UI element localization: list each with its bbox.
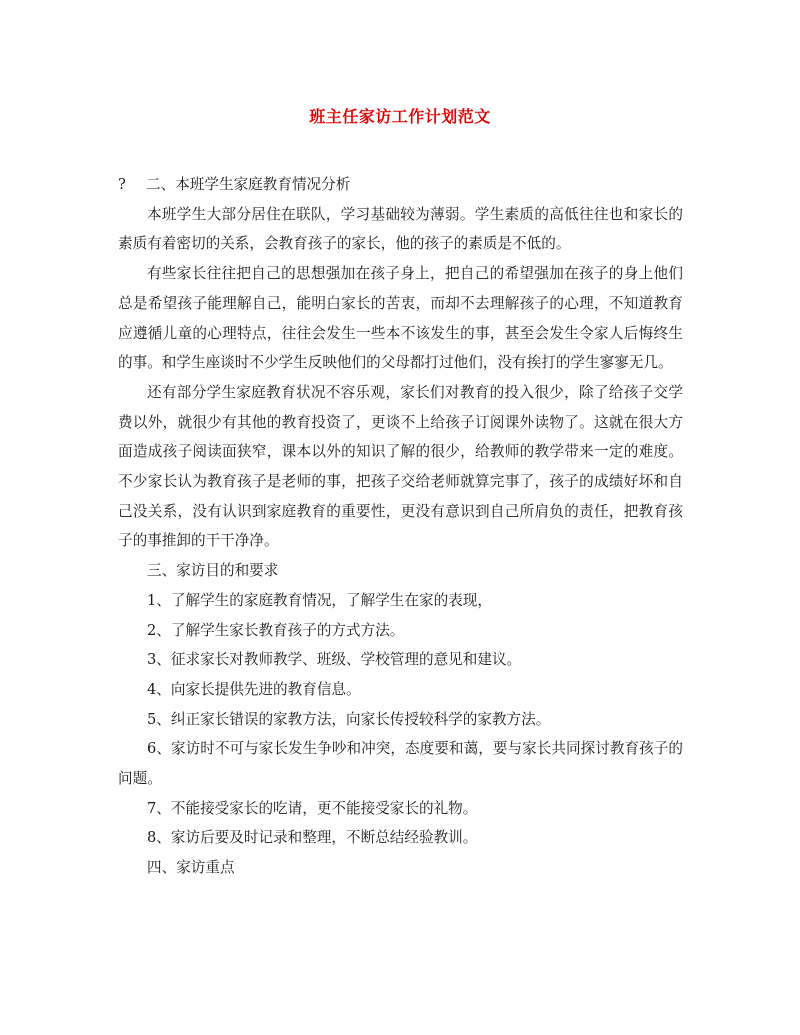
paragraph-2: 有些家长往往把自己的思想强加在孩子身上，把自己的希望强加在孩子的身上他们总是希望孩子能理解自己，能明白家长的苦衷，而却不去理解孩子的心理，不知道教育应遵循儿童的心理特点，往往会发生一些本不该发生的事，甚至会发生令家人后悔终生的事。和学生座谈时不少学生反映他们的父母都打过他们，没有挨打的学生寥寥无几。 xyxy=(118,265,683,372)
unknown-glyph-marker: ? xyxy=(118,176,126,193)
list-item-6: 6、家访时不可与家长发生争吵和冲突，态度要和蔼，要与家长共同探讨教育孩子的问题。 xyxy=(118,740,683,788)
document-title: 班主任家访工作计划范文 xyxy=(309,107,491,126)
document-body xyxy=(118,170,683,883)
paragraph-3: 还有部分学生家庭教育状况不容乐观，家长们对教育的投入很少，除了给孩子交学费以外，就很少有其他的教育投资了，更谈不上给孩子订阅课外读物了。这就在很大方面造成孩子阅读面狭窄，课本以外的知识了解的很少，给教师的教学带来一定的难度。不少家长认为教育孩子是老师的事，把孩子交给老师就算完事了，孩子的成绩好坏和自己没关系，没有认识到家庭教育的重要性，更没有意识到自己所肩负的责任，把教育孩子的事推卸的干干净净。 xyxy=(118,383,683,550)
list-item-5: 5、纠正家长错误的家教方法，向家长传授较科学的家教方法。 xyxy=(147,710,551,728)
section-4-heading: 四、家访重点 xyxy=(147,859,235,877)
list-item-8: 8、家访后要及时记录和整理，不断总结经验教训。 xyxy=(147,829,478,847)
list-item-1: 1、了解学生的家庭教育情况，了解学生在家的表现， xyxy=(147,591,492,609)
list-item-4: 4、向家长提供先进的教育信息。 xyxy=(147,680,361,698)
section-2-heading: 二、本班学生家庭教育情况分析 xyxy=(146,176,351,193)
list-item-7: 7、不能接受家长的吃请，更不能接受家长的礼物。 xyxy=(147,799,478,817)
section-2-heading-line xyxy=(118,170,683,200)
section-3-heading: 三、家访目的和要求 xyxy=(147,562,279,580)
paragraph-1: 本班学生大部分居住在联队，学习基础较为薄弱。学生素质的高低往往也和家长的素质有着密切的关系，会教育孩子的家长，他的孩子的素质是不低的。 xyxy=(118,205,683,253)
list-item-3: 3、征求家长对教师教学、班级、学校管理的意见和建议。 xyxy=(147,651,522,669)
list-item-2: 2、了解学生家长教育孩子的方式方法。 xyxy=(147,621,405,639)
